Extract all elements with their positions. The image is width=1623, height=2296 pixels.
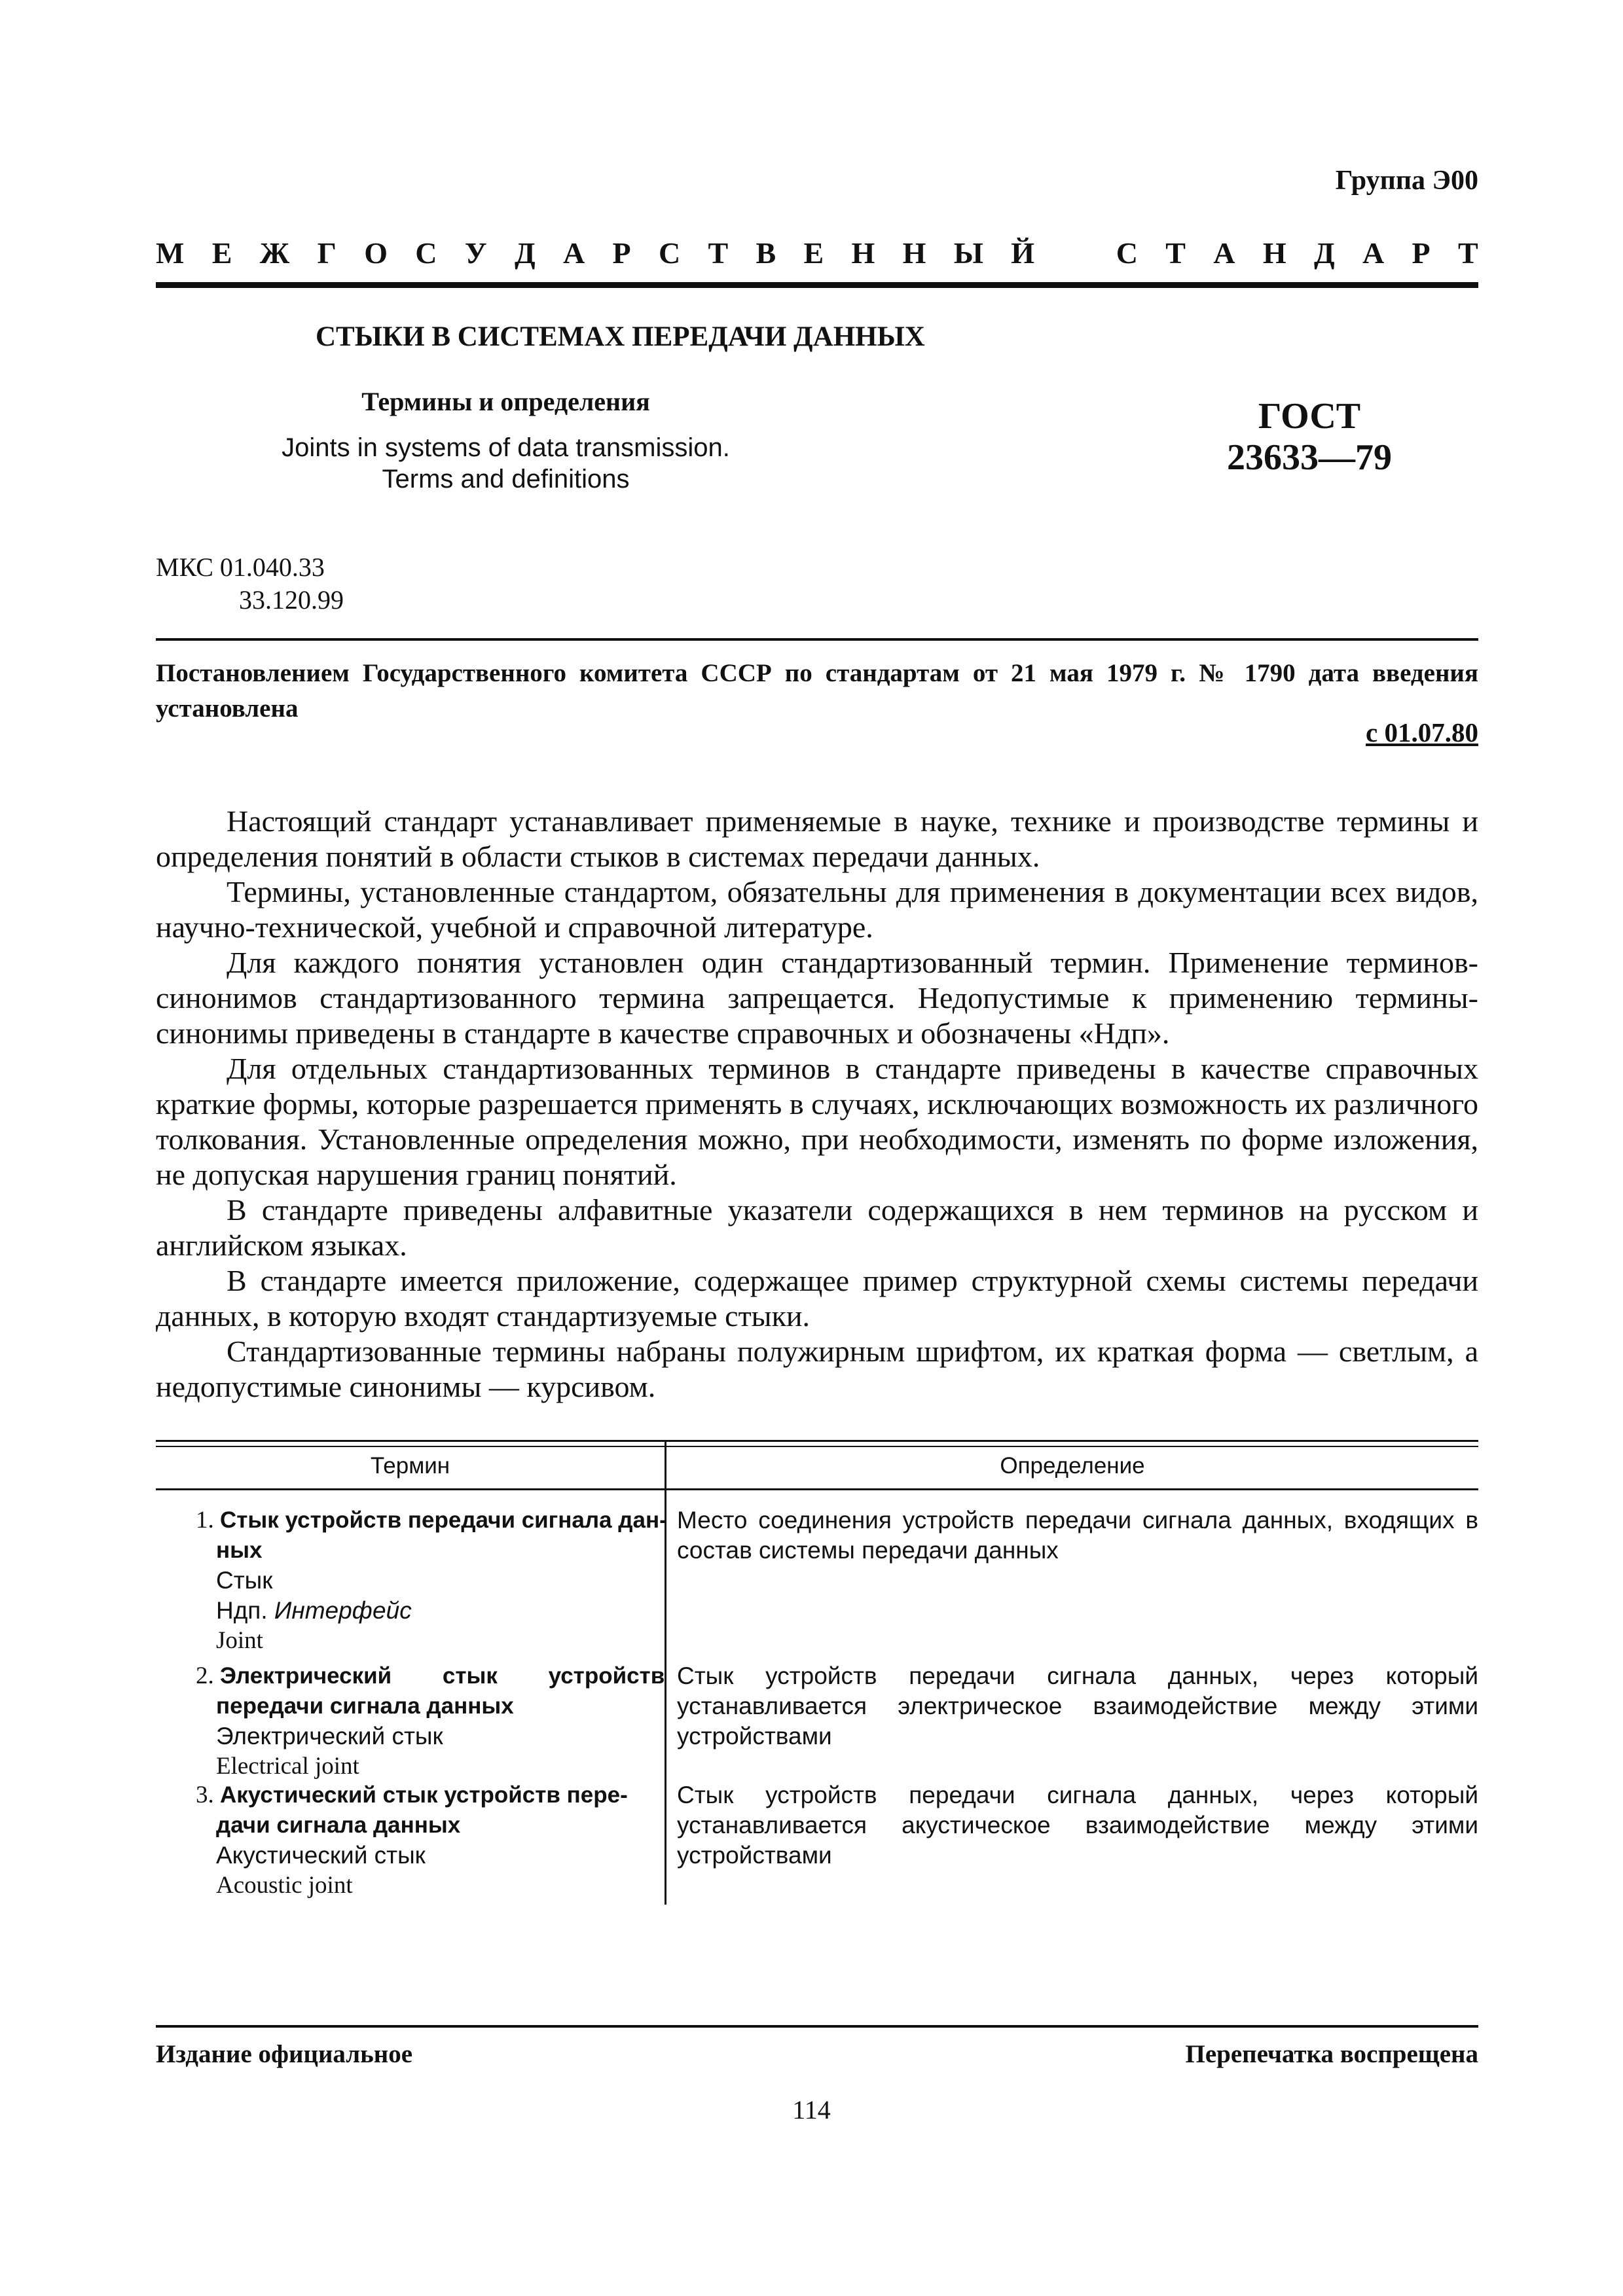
- banner-letter: Д: [514, 236, 536, 270]
- intro-paragraph: Для каждого понятия установлен один стандартизованный термин. Применение терминов-синонимов стандартизованного термина запрещается. Недопустимые к применению термины-синонимы приведены в стандарте в качестве справочных и обозначены «Ндп».: [156, 946, 1478, 1050]
- definition-cell: Место соединения устройств передачи сигнала данных, входящих в состав системы передачи данных: [677, 1507, 1478, 1564]
- intro-paragraph: В стандарте имеется приложение, содержащее пример структурной схемы системы передачи данных, в которую входят стандартизуемые стыки.: [156, 1264, 1478, 1333]
- term-title: [196, 1780, 648, 1810]
- banner-letter: А: [1213, 236, 1235, 270]
- banner-letter: Д: [1313, 236, 1335, 270]
- effective-date: с 01.07.80: [1366, 717, 1478, 747]
- table-top-rule: [156, 1440, 1478, 1442]
- term-text: Стык устройств передачи сигнала дан-: [220, 1507, 667, 1533]
- term-short-form: Электрический стык: [216, 1723, 443, 1749]
- document-title: СТЫКИ В СИСТЕМАХ ПЕРЕДАЧИ ДАННЫХ: [316, 321, 925, 352]
- gost-label: ГОСТ: [1258, 396, 1361, 437]
- banner-gap: [1062, 236, 1088, 270]
- banner-letter: Ы: [953, 236, 983, 270]
- term-number: 1.: [196, 1507, 214, 1534]
- term-ndp: [216, 1596, 648, 1626]
- definition-cell: Стык устройств передачи сигнала данных, через который устанавливается электрическое взаимодействие между этими устройствами: [677, 1662, 1478, 1749]
- gost-number: 23633—79: [1227, 437, 1392, 478]
- banner-letter: А: [562, 236, 585, 270]
- term-number: 3.: [196, 1782, 214, 1808]
- banner-letter: У: [464, 236, 487, 270]
- english-title-line1: Joints in systems of data transmission.: [282, 433, 730, 462]
- group-code: Группа Э00: [1335, 166, 1478, 196]
- table-header-rule: [156, 1488, 1478, 1490]
- english-title-line2: Terms and definitions: [382, 465, 630, 493]
- interstate-standard-banner: [156, 236, 1478, 270]
- banner-letter: Р: [612, 236, 631, 270]
- header-term: Термин: [370, 1453, 450, 1479]
- decree-rule: [156, 638, 1478, 641]
- document-subtitle: Термины и определения: [361, 387, 650, 416]
- term-text: ных: [216, 1537, 263, 1563]
- table-row: [196, 1505, 667, 1656]
- banner-letter: М: [156, 236, 185, 270]
- banner-letter: В: [756, 236, 776, 270]
- term-title: [196, 1505, 667, 1535]
- definition-cell: Стык устройств передачи сигнала данных, через который устанавливается акустическое взаимодействие между этими устройствами: [677, 1782, 1478, 1869]
- term-text: Электрический стык устройств: [220, 1663, 665, 1689]
- banner-letter: Й: [1011, 236, 1035, 270]
- page-number: 114: [792, 2095, 831, 2125]
- banner-letter: Н: [1262, 236, 1286, 270]
- table-top-rule-inner: [156, 1446, 1478, 1447]
- intro-paragraph: Настоящий стандарт устанавливает применяемые в науке, технике и производстве термины и определения понятий в области стыков в системах передачи данных.: [156, 804, 1478, 873]
- banner-letter: Т: [708, 236, 729, 270]
- term-short-form: Акустический стык: [216, 1842, 426, 1869]
- header-definition: Определение: [1000, 1453, 1145, 1479]
- term-short-form: Стык: [216, 1567, 273, 1594]
- banner-letter: Н: [851, 236, 875, 270]
- intro-paragraph: Термины, установленные стандартом, обязательны для применения в документации всех видов, научно-технической, учебной и справочной литературе.: [156, 875, 1478, 944]
- banner-letter: Е: [211, 236, 232, 270]
- banner-letter: Т: [1165, 236, 1186, 270]
- banner-letter: Н: [902, 236, 926, 270]
- decree-text: Постановлением Государственного комитета СССР по стандартам от 21 мая 1979 г. № 1790 дата введения установлена: [156, 659, 1478, 723]
- table-row: [196, 1661, 665, 1782]
- banner-letter: Е: [803, 236, 824, 270]
- term-text: дачи сигнала данных: [216, 1812, 461, 1838]
- term-text: Акустический стык устройств пере-: [220, 1782, 628, 1808]
- term-text: передачи сигнала данных: [216, 1693, 514, 1719]
- ndp-synonym: Интерфейс: [274, 1597, 412, 1624]
- banner-letter: С: [1116, 236, 1138, 270]
- intro-paragraph: В стандарте приведены алфавитные указатели содержащихся в нем терминов на русском и английском языках.: [156, 1193, 1478, 1262]
- header-rule: [156, 282, 1478, 288]
- ndp-prefix: Ндп.: [216, 1597, 268, 1624]
- banner-letter: А: [1362, 236, 1385, 270]
- term-english: Electrical joint: [216, 1753, 359, 1780]
- official-edition: Издание официальное: [156, 2040, 413, 2068]
- banner-letter: Р: [1412, 236, 1431, 270]
- term-english: Joint: [216, 1627, 263, 1654]
- mks-code-line1: МКС 01.040.33: [156, 552, 325, 582]
- intro-paragraph: Для отдельных стандартизованных терминов в стандарте приведены в качестве справочных краткие формы, которые разрешается применять в случаях, исключающих возможность их различного толкования. Установленные определения можно, при необходимости, изменять по форме изложения, не допуская нарушения границ понятий.: [156, 1052, 1478, 1191]
- banner-letter: О: [364, 236, 388, 270]
- banner-letter: Г: [317, 236, 337, 270]
- table-row: [196, 1780, 648, 1901]
- banner-letter: С: [415, 236, 437, 270]
- introduction: [156, 804, 1478, 1405]
- term-number: 2.: [196, 1662, 214, 1689]
- intro-paragraph: Стандартизованные термины набраны полужирным шрифтом, их краткая форма — светлым, а недопустимые синонимы — курсивом.: [156, 1335, 1478, 1403]
- banner-letter: Т: [1457, 236, 1478, 270]
- banner-letter: Ж: [259, 236, 290, 270]
- reprint-prohibited: Перепечатка воспрещена: [1185, 2040, 1478, 2068]
- banner-letter: С: [658, 236, 681, 270]
- term-english: Acoustic joint: [216, 1872, 353, 1899]
- footer-rule: [156, 2025, 1478, 2028]
- mks-code-line2: 33.120.99: [239, 585, 344, 615]
- term-title: [196, 1661, 665, 1691]
